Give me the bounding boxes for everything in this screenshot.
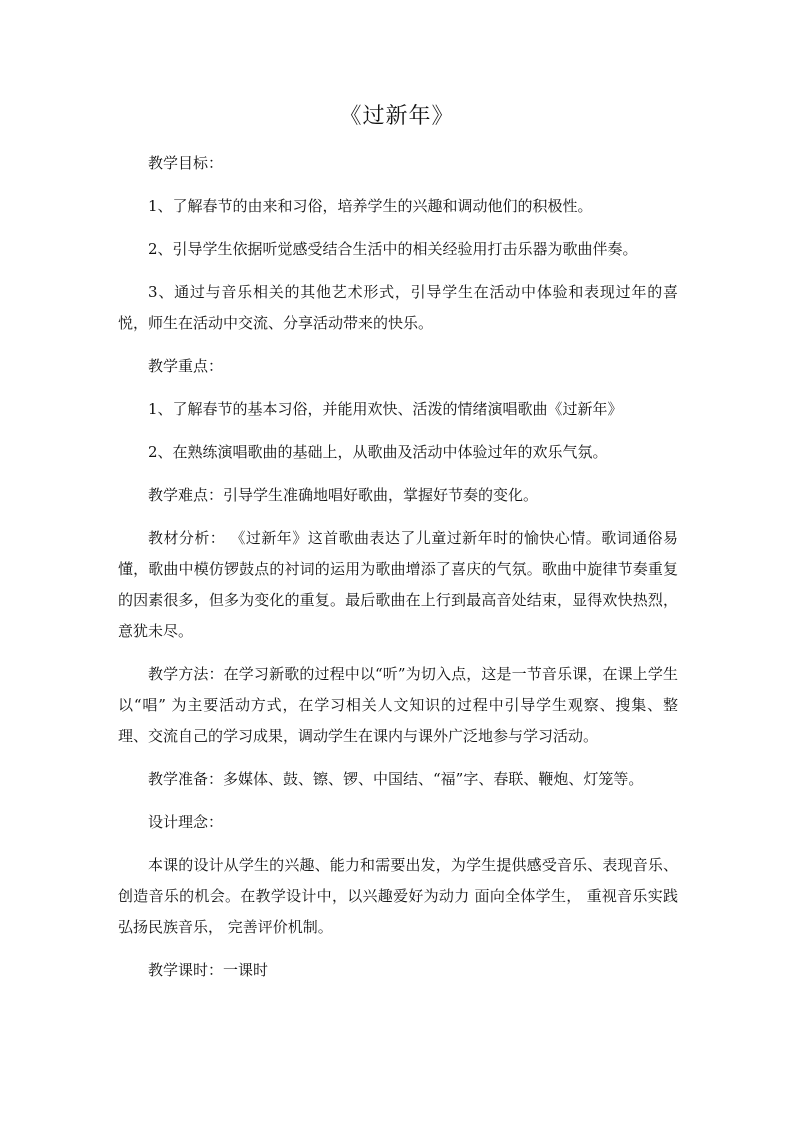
document-body bbox=[118, 148, 678, 998]
paragraph-goal-1: 1、了解春节的由来和习俗，培养学生的兴趣和调动他们的积极性。 bbox=[148, 197, 593, 215]
paragraph-key-point-1: 1、了解春节的基本习俗，并能用欢快、活泼的情绪演唱歌曲《过新年》 bbox=[148, 400, 623, 418]
document-title: 《过新年》 bbox=[339, 104, 455, 129]
paragraph-difficulty: 教学难点：引导学生准确地唱好歌曲，掌握好节奏的变化。 bbox=[148, 486, 539, 504]
paragraph-key-points-heading: 教学重点： bbox=[148, 357, 224, 375]
paragraph-design-concept-heading: 设计理念： bbox=[148, 813, 224, 831]
paragraph-teaching-goals-heading: 教学目标： bbox=[148, 154, 224, 172]
paragraph-key-point-2: 2、在熟练演唱歌曲的基础上，从歌曲及活动中体验过年的欢乐气氛。 bbox=[148, 443, 608, 461]
paragraph-class-hours: 教学课时：一课时 bbox=[148, 961, 269, 979]
paragraph-design-concept: 本课的设计从学生的兴趣、能力和需要出发，为学生提供感受音乐、表现音乐、创造音乐的机会。在教学设计中，以兴趣爱好为动力 面向全体学生， 重视音乐实践弘扬民族音乐， 完善评价机制。 bbox=[118, 856, 678, 936]
paragraph-goal-3: 3、通过与音乐相关的其他艺术形式，引导学生在活动中体验和表现过年的喜悦，师生在活动中交流、分享活动带来的快乐。 bbox=[118, 283, 678, 332]
paragraph-teaching-method: 教学方法：在学习新歌的过程中以“听”为切入点，这是一节音乐课，在课上学生以“唱” 为主要活动方式，在学习相关人文知识的过程中引导学生观察、搜集、整理、交流自己的学习成果，调动学生在课内与课外广泛地参与学习活动。 bbox=[118, 665, 678, 745]
paragraph-material-analysis: 教材分析： 《过新年》这首歌曲表达了儿童过新年时的愉快心情。歌词通俗易懂，歌曲中模仿锣鼓点的衬词的运用为歌曲增添了喜庆的气氛。歌曲中旋律节奏重复的因素很多，但多为变化的重复。最后歌曲在上行到最高音处结束，显得欢快热烈，意犹未尽。 bbox=[118, 529, 678, 640]
paragraph-goal-2: 2、引导学生依据听觉感受结合生活中的相关经验用打击乐器为歌曲伴奏。 bbox=[148, 240, 638, 258]
paragraph-teaching-preparation: 教学准备：多媒体、鼓、镲、锣、中国结、“福”字、春联、鞭炮、灯笼等。 bbox=[148, 770, 644, 788]
